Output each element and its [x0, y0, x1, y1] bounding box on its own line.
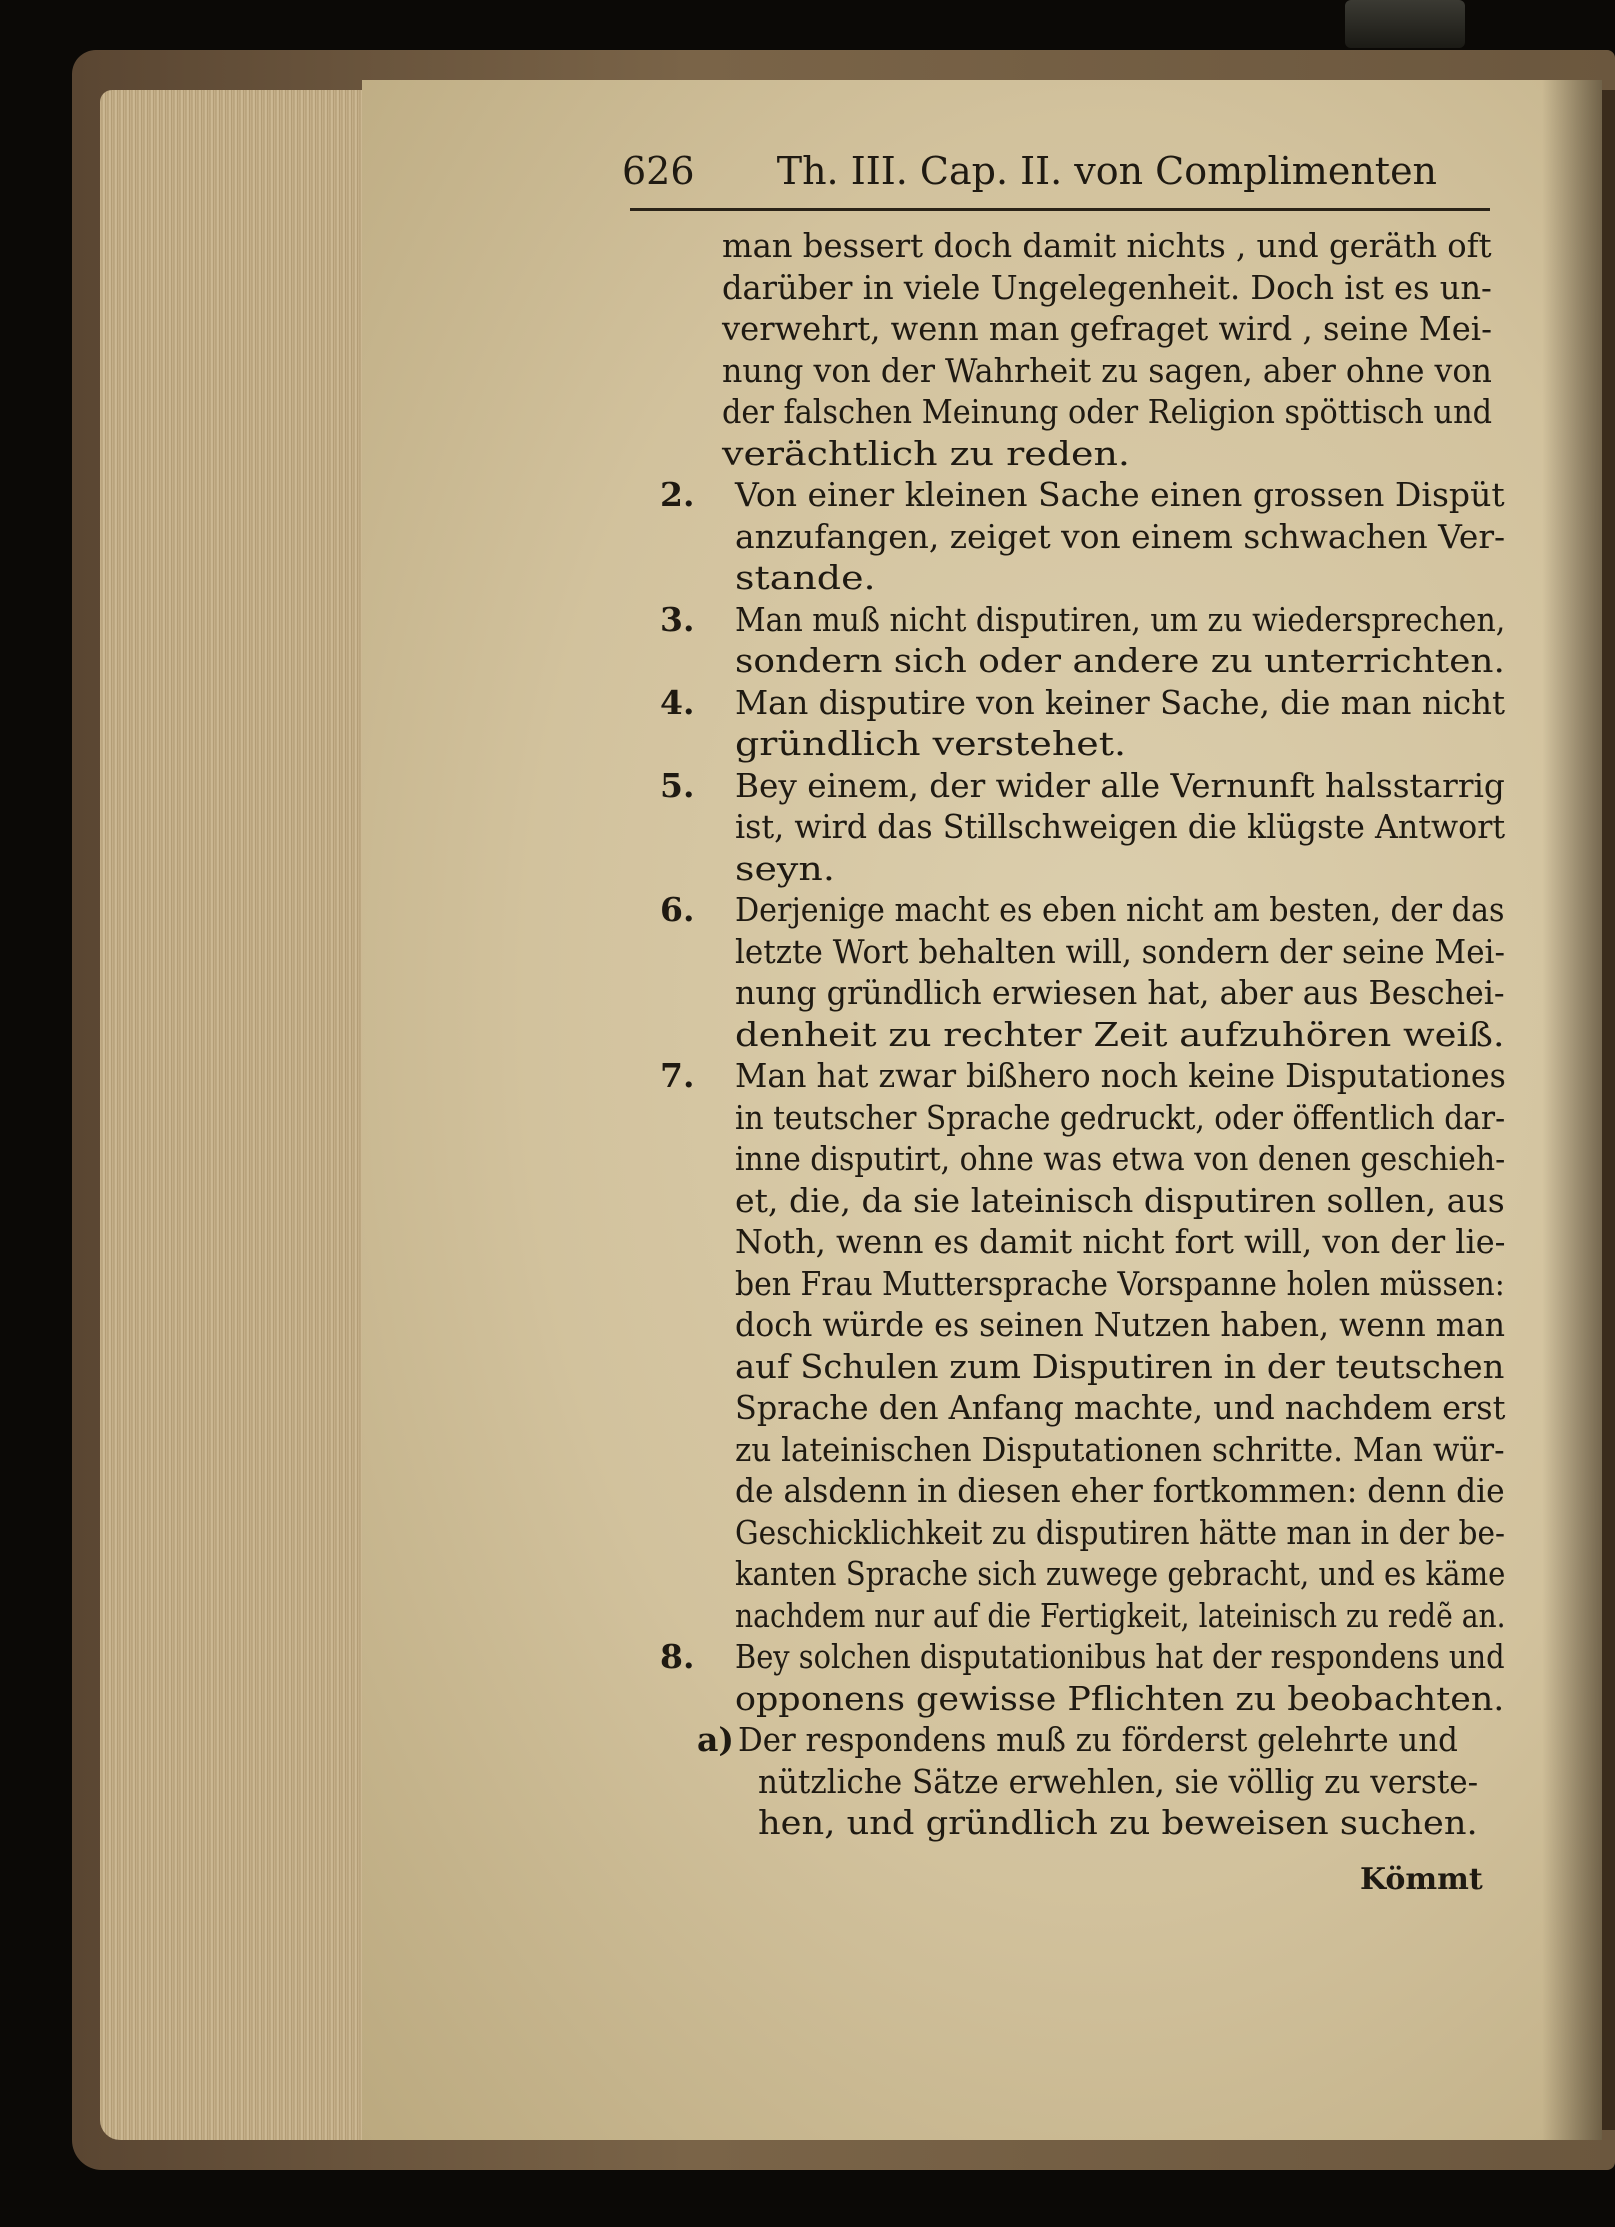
text-line: doch würde es seinen Nutzen haben, wenn man — [735, 1305, 1506, 1344]
text-line: Von einer kleinen Sache einen grossen Dispüt — [735, 475, 1505, 514]
text-line: verwehrt, wenn man gefraget wird , seine Mei- — [722, 309, 1492, 348]
paragraph-number: 4. — [660, 682, 695, 722]
text-line: denheit zu rechter Zeit aufzuhören weiß. — [735, 1014, 1505, 1054]
paragraph-number: 2. — [660, 475, 695, 514]
text-line: zu lateinischen Disputationen schritte. Man wür- — [735, 1429, 1505, 1469]
text-line: seyn. — [735, 848, 835, 888]
gutter-shadow — [1542, 80, 1602, 2140]
paragraph-number: 6. — [660, 890, 695, 929]
text-line: letzte Wort behalten will, sondern der seine Mei- — [735, 931, 1505, 971]
text-line: Geschicklichkeit zu disputiren hätte man in der be- — [735, 1512, 1506, 1552]
running-head — [622, 146, 1482, 196]
text-line: darüber in viele Ungelegenheit. Doch ist es un- — [722, 267, 1492, 307]
catchword: Kömmt — [1360, 1862, 1483, 1897]
next-page-edge — [1602, 90, 1615, 2130]
paragraph-number: 8. — [660, 1637, 695, 1676]
text-line: stande. — [735, 558, 876, 597]
paragraph-number: a) — [697, 1720, 734, 1759]
text-line: nachdem nur auf die Fertigkeit, lateinisch zu redẽ an. — [735, 1595, 1506, 1635]
paragraph-number: 5. — [660, 765, 695, 805]
text-line: hen, und gründlich zu beweisen suchen. — [758, 1803, 1478, 1842]
text-line: ben Frau Muttersprache Vorspanne holen müssen: — [735, 1263, 1505, 1303]
text-line: Man hat zwar bißhero noch keine Disputationes — [735, 1056, 1506, 1095]
text-line: Sprache den Anfang machte, und nachdem erst — [735, 1388, 1506, 1427]
running-title: Th. III. Cap. II. von Complimenten — [776, 149, 1438, 193]
text-line: nung gründlich erwiesen hat, aber aus Beschei- — [735, 973, 1505, 1012]
text-line: Derjenige macht es eben nicht am besten, der das — [735, 890, 1505, 929]
text-line: Man disputire von keiner Sache, die man nicht — [735, 682, 1506, 722]
text-line: nung von der Wahrheit zu sagen, aber ohne von — [722, 350, 1492, 390]
text-line: inne disputirt, ohne was etwa von denen geschieh- — [735, 1139, 1506, 1178]
text-line: gründlich verstehet. — [735, 724, 1127, 763]
text-line: in teutscher Sprache gedruckt, oder öffentlich dar- — [735, 1097, 1506, 1137]
text-line: Bey einem, der wider alle Vernunft halsstarrig — [735, 765, 1505, 805]
text-line: man bessert doch damit nichts , und geräth oft — [722, 226, 1492, 265]
text-line: verächtlich zu reden. — [722, 433, 1131, 473]
text-line: Man muß nicht disputiren, um zu wiedersprechen, — [735, 599, 1506, 639]
text-line: Noth, wenn es damit nicht fort will, von der lie- — [735, 1222, 1506, 1261]
text-line: Der respondens muß zu förderst gelehrte und — [738, 1720, 1458, 1759]
text-line: sondern sich oder andere zu unterrichten. — [735, 641, 1505, 680]
text-line: Bey solchen disputationibus hat der respondens und — [735, 1637, 1505, 1676]
text-line: opponens gewisse Pflichten zu beobachten. — [735, 1678, 1505, 1718]
header-rule — [630, 208, 1490, 211]
page-number: 626 — [622, 149, 695, 193]
paragraph-number: 7. — [660, 1056, 695, 1095]
text-line: auf Schulen zum Disputiren in der teutschen — [735, 1346, 1505, 1386]
text-line: nützliche Sätze erwehlen, sie völlig zu verste- — [758, 1761, 1479, 1801]
text-line: et, die, da sie lateinisch disputiren sollen, aus — [735, 1180, 1505, 1220]
text-line: der falschen Meinung oder Religion spöttisch und — [722, 392, 1493, 431]
text-line: ist, wird das Stillschweigen die klügste Antwort — [735, 807, 1506, 846]
text-line: kanten Sprache sich zuwege gebracht, und es käme — [735, 1554, 1506, 1593]
book-clasp — [1345, 0, 1465, 48]
paragraph-number: 3. — [660, 599, 695, 639]
text-line: anzufangen, zeiget von einem schwachen Ver- — [735, 516, 1506, 556]
text-line: de alsdenn in diesen eher fortkommen: denn die — [735, 1471, 1505, 1510]
